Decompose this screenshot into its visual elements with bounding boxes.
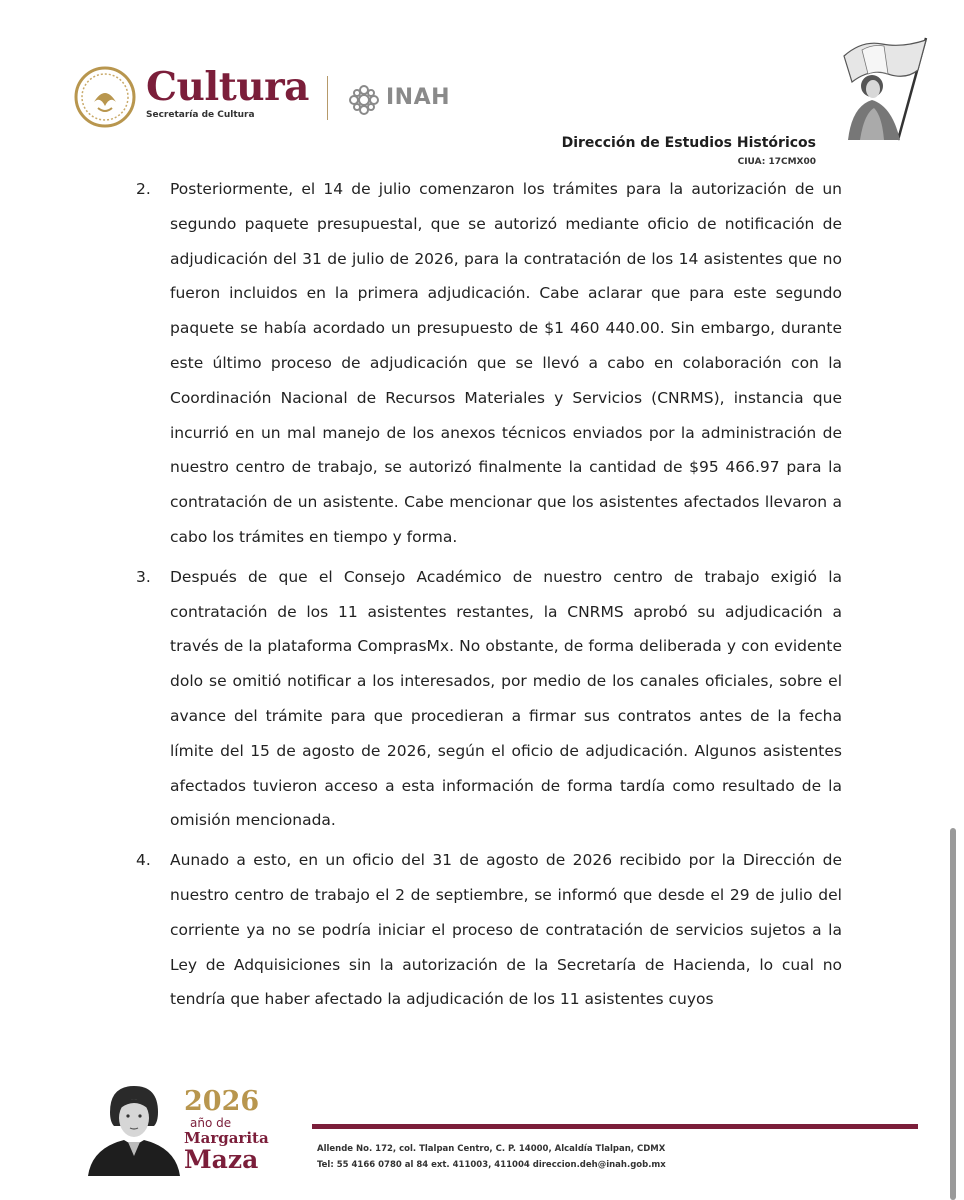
item-paragraph: Aunado a esto, en un oficio del 31 de agosto de 2026 recibido por la Dirección de nuestro centro de trabajo el 2 de septiembre, se informó que desde el 29 de julio del corriente ya no se podría iniciar el proceso de contratación de servicios sujetos a la Ley de Adquisiciones sin la autorización de la Secretaría de Hacienda, lo cual no tendría que haber afectado la adjudicación de los 11 asistentes cuyos [170, 851, 842, 1009]
honoree-last-name: Maza [184, 1145, 259, 1174]
brand-name: Cultura [146, 64, 309, 110]
honoree-first-name: Margarita [184, 1129, 269, 1147]
year-label: 2026 [184, 1086, 260, 1117]
item-number: 2. [136, 180, 151, 198]
national-seal-icon [74, 66, 136, 128]
inah-emblem-icon [347, 83, 381, 117]
numbered-paragraph-list [134, 172, 842, 1022]
margarita-maza-portrait [84, 1082, 184, 1176]
list-item [134, 843, 842, 1017]
cultura-logo [146, 66, 309, 120]
department-name: Dirección de Estudios Históricos [561, 135, 816, 151]
year-commemoration [184, 1088, 274, 1173]
ano-de-label: año de [190, 1116, 232, 1130]
heroine-flag-illustration [822, 36, 934, 142]
item-paragraph: Posteriormente, el 14 de julio comenzaron los trámites para la autorización de un segundo paquete presupuestal, que se autorizó mediante oficio de notificación de adjudicación del 31 de julio de 2026, para la contratación de los 14 asistentes que no fueron incluidos en la primera adjudicación. Cabe aclarar que para este segundo paquete se había acordado un presupuesto de $1 460 440.00. Sin embargo, durante este último proceso de adjudicación que se llevó a cabo en colaboración con la Coordinación Nacional de Recursos Materiales y Servicios (CNRMS), instancia que incurrió en un mal manejo de los anexos técnicos enviados por la administración de nuestro centro de trabajo, se autorizó finalmente la cantidad de $95 466.97 para la contratación de un asistente. Cabe mencionar que los asistentes afectados llevaron a cabo los trámites en tiempo y forma. [170, 180, 842, 546]
footer-address: Allende No. 172, col. Tlalpan Centro, C. P. 14000, Alcaldía Tlalpan, CDMX [317, 1144, 666, 1154]
logo-divider [327, 76, 328, 120]
vertical-scrollbar[interactable] [950, 828, 956, 1200]
list-item [134, 172, 842, 555]
footer-divider [312, 1124, 918, 1129]
footer-contact: Tel: 55 4166 0780 al 84 ext. 411003, 411004 direccion.deh@inah.gob.mx [317, 1160, 666, 1170]
item-number: 3. [136, 567, 151, 586]
item-paragraph: Después de que el Consejo Académico de nuestro centro de trabajo exigió la contratación de los 11 asistentes restantes, la CNRMS aprobó su adjudicación a través de la plataforma ComprasMx. No obstante, de forma deliberada y con evidente dolo se omitió notificar a los interesados, por medio de los canales oficiales, sobre el avance del trámite para que procedieran a firmar sus contratos antes de la fecha límite del 15 de agosto de 2026, según el oficio de adjudicación. Algunos asistentes afectados tuvieron acceso a esta información de forma tardía como resultado de la omisión mencionada. [170, 567, 842, 830]
item-number: 4. [136, 851, 151, 870]
brand-subtitle: Secretaría de Cultura [146, 110, 255, 120]
inah-logo-text: INAH [386, 85, 451, 110]
ciua-code: CIUA: 17CMX00 [737, 157, 816, 167]
list-item [134, 560, 842, 838]
